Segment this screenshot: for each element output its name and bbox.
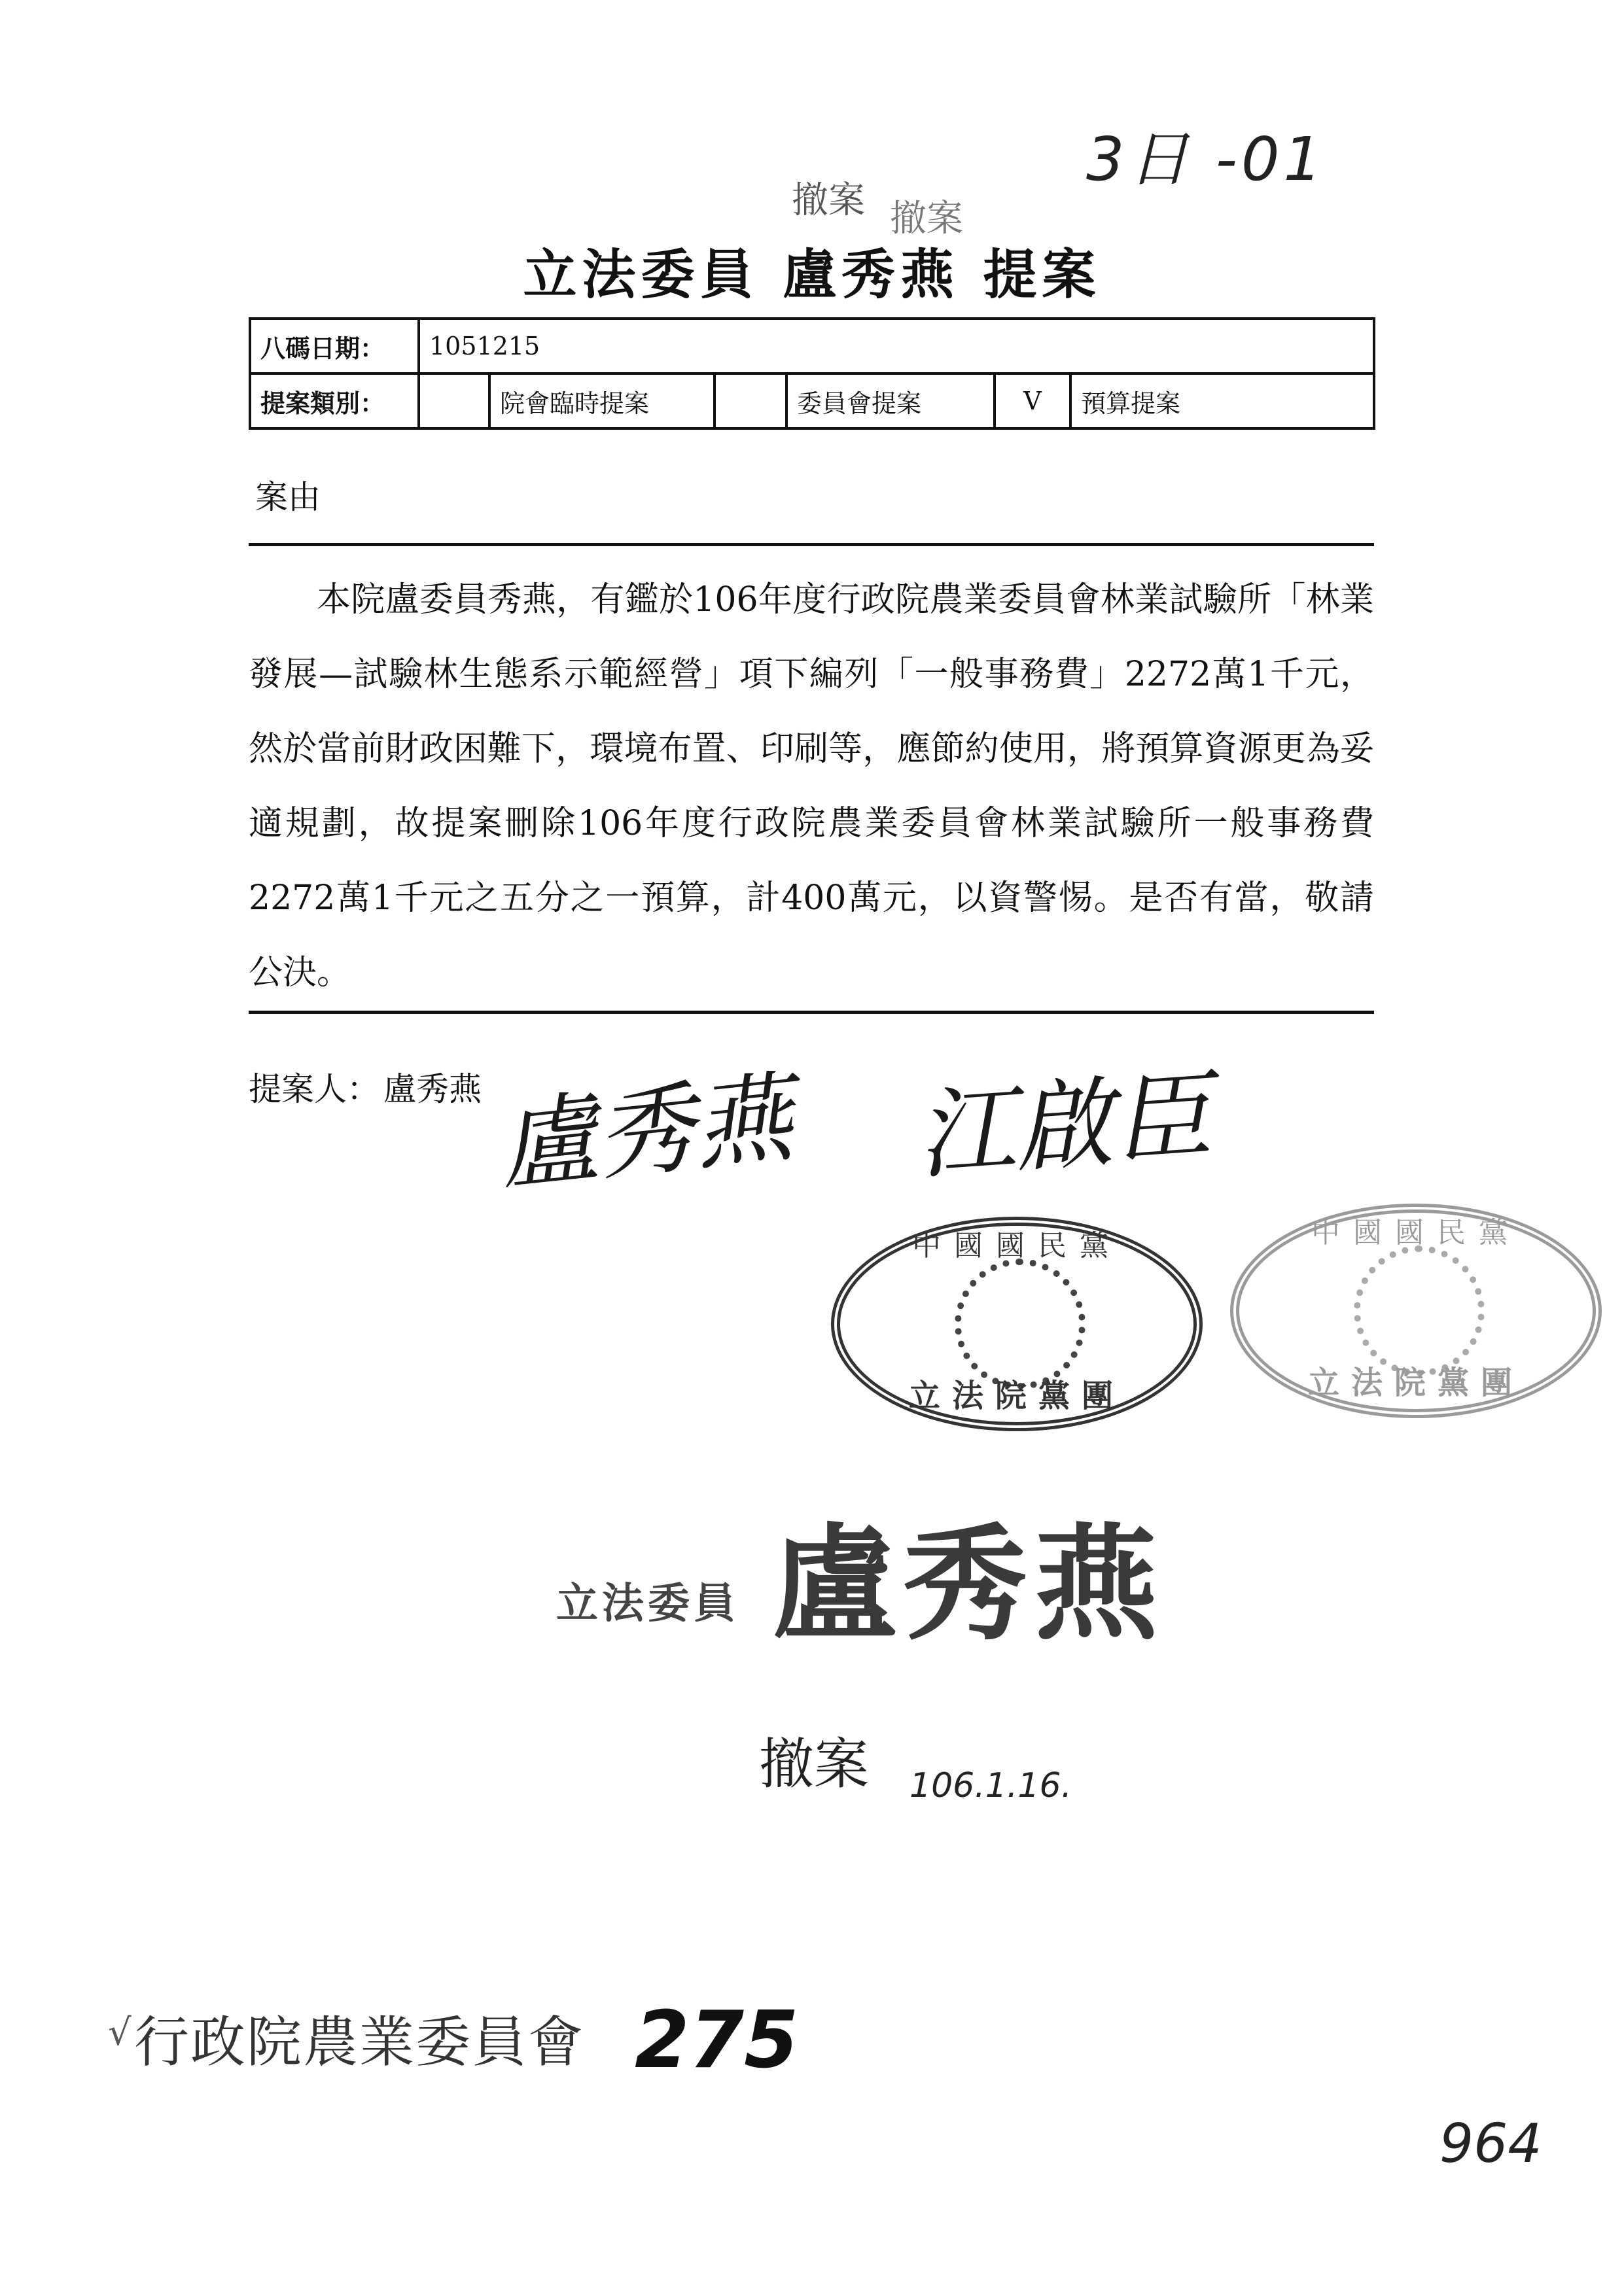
withdraw-stamp: 撤案 [890, 198, 963, 240]
reason-heading: 案由 [255, 478, 321, 516]
proposer-label: 提案人： [249, 1070, 380, 1108]
option-session-proposal: 院會臨時提案 [489, 374, 715, 428]
category-label: 提案類別： [250, 374, 419, 428]
category-row [250, 374, 1374, 428]
divider [249, 543, 1374, 546]
withdraw-stamp: 撤案 [792, 179, 865, 222]
withdraw-date: 106.1.16. [909, 1766, 1072, 1805]
date-label: 八碼日期： [250, 319, 419, 374]
page-number: 964 [1439, 2113, 1542, 2175]
option-committee-proposal: 委員會提案 [786, 374, 995, 428]
party-caucus-seal [831, 1217, 1203, 1431]
date-value: 1051215 [419, 319, 1374, 374]
footer-number: 275 [635, 1995, 799, 2086]
checkbox-committee-proposal [715, 374, 786, 428]
reason-body [249, 563, 1374, 1010]
sun-emblem-icon [1354, 1245, 1485, 1376]
seal-top-text: 中國國民黨 [912, 1229, 1121, 1262]
handwritten-signature: 盧秀燕 [493, 1060, 798, 1205]
proposal-meta-table [249, 317, 1375, 430]
check-mark-icon: √ [108, 2011, 132, 2054]
checkbox-budget-proposal: V [995, 374, 1070, 428]
handwritten-signature: 江啟臣 [913, 1059, 1215, 1194]
divider [249, 1011, 1374, 1014]
date-row [250, 319, 1374, 374]
sun-emblem-icon [955, 1259, 1086, 1389]
seal-top-text: 中國國民黨 [1311, 1216, 1521, 1249]
party-caucus-seal [1230, 1204, 1602, 1418]
handwritten-withdraw-note: 撤案 [759, 1732, 870, 1796]
name-stamp-title: 立法委員 [556, 1579, 739, 1628]
document-code: 3日 -01 [1086, 124, 1326, 194]
reason-paragraph: 本院盧委員秀燕，有鑑於106年度行政院農業委員會林業試驗所「林業發展—試驗林生態系示範經營」項下編列「一般事務費」2272萬1千元，然於當前財政困難下，環境布置、印刷等，應節約使用，將預算資源更為妥適規劃，故提案刪除106年度行政院農業委員會林業試驗所一般事務費2272萬1千元之五分之一預算，計400萬元，以資警惕。是否有當，敬請公決。 [249, 580, 1374, 992]
page-title: 立法委員 盧秀燕 提案 [523, 243, 1101, 306]
seal-bottom-text: 立法院黨團 [1307, 1365, 1524, 1401]
checkbox-session-proposal [419, 374, 489, 428]
proposer-name: 盧秀燕 [383, 1070, 482, 1108]
footer-agency: 行政院農業委員會 [134, 2010, 585, 2074]
seal-bottom-text: 立法院黨團 [908, 1378, 1125, 1414]
option-budget-proposal: 預算提案 [1070, 374, 1374, 428]
proposer-line [249, 1063, 482, 1110]
name-stamp: 盧秀燕 [772, 1511, 1165, 1657]
